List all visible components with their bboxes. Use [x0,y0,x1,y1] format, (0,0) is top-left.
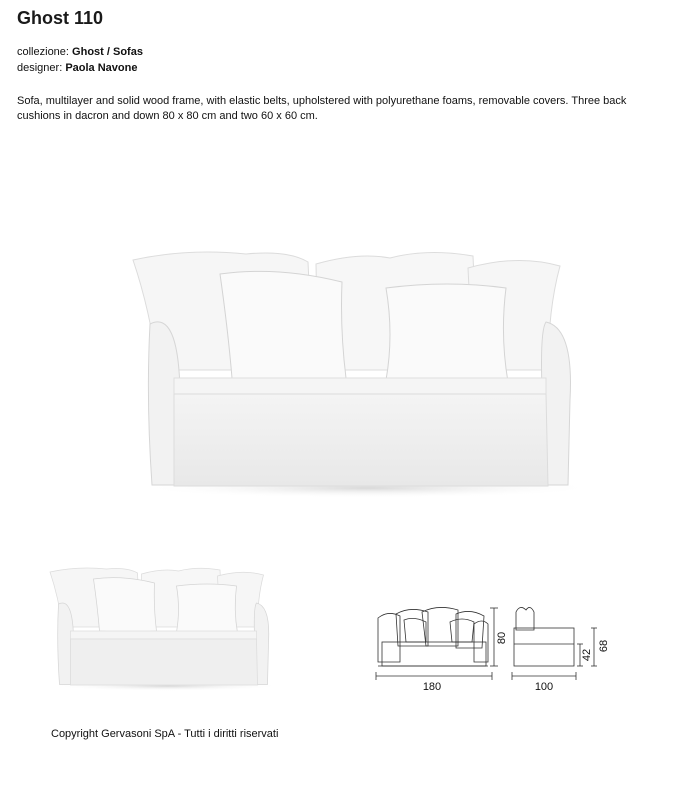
product-title: Ghost 110 [17,8,104,28]
technical-drawing [370,600,630,695]
designer-label: designer: [17,62,66,74]
side-view [512,607,597,680]
front-view [376,607,498,680]
dimension-height-label: 80 [496,631,508,645]
designer-value: Paola Navone [65,62,138,74]
dimension-depth-label: 100 [534,681,554,693]
dimension-width-label: 180 [422,681,442,693]
collection-line [17,46,143,58]
dimension-seat-height-label: 42 [581,648,593,662]
main-sofa-photo [128,240,588,500]
description-line-2: cushions in dacron and down 80 x 80 cm and two 60 x 60 cm. [17,110,318,122]
dimension-arm-height-label: 68 [598,639,610,653]
collection-value: Ghost / Sofas [72,46,143,58]
thumbnail-sofa-photo [40,562,285,692]
designer-line [17,62,137,74]
copyright-notice: Copyright Gervasoni SpA - Tutti i diritti riservati [51,728,279,740]
description-line-1: Sofa, multilayer and solid wood frame, with elastic belts, upholstered with polyurethane foams, removable covers. Three back [17,95,627,107]
collection-label: collezione: [17,46,73,58]
product-description [17,94,682,124]
